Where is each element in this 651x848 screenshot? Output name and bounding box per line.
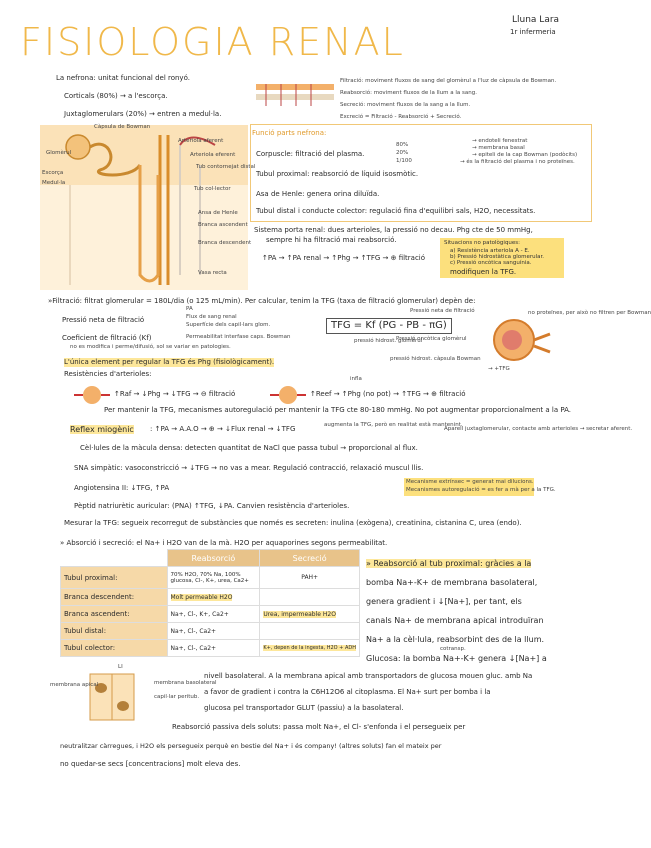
reab-row-sec bbox=[260, 589, 360, 606]
reab-row-reab bbox=[167, 589, 260, 606]
cotransp-label: cotransp. bbox=[440, 646, 466, 652]
body-line-3: glucosa pel transportador GLUT (passiu) a la basolateral. bbox=[204, 704, 404, 712]
body-line-6: no quedar-se secs [concentracions] molt eleva des. bbox=[60, 760, 241, 768]
page-title: FISIOLOGIA RENAL bbox=[20, 20, 405, 64]
glomerulus-illustration bbox=[480, 316, 550, 366]
porta-line2: sempre hi ha filtració mai reabsorció. bbox=[266, 236, 397, 244]
body-line-1: nivell basolateral. A la membrana apical amb transportadors de glucosa mouen gluc. amb Na bbox=[204, 672, 533, 680]
reab-table bbox=[60, 549, 360, 657]
diagram-label-aferent: Arteriola aferent bbox=[178, 138, 224, 144]
reab-header-sec: Secreció bbox=[260, 550, 360, 567]
reab-row bbox=[61, 623, 360, 640]
funcio-bullet-label-2: 20% bbox=[396, 150, 409, 156]
right-line-1 bbox=[366, 559, 531, 568]
reflex-line: : ↑PA → A.A.O → ⊕ → ↓Flux renal → ↓TFG bbox=[150, 425, 296, 433]
reab-row-label: Branca descendent: bbox=[61, 589, 168, 606]
tfg-label-pressio: Pressió neta de filtració bbox=[410, 308, 475, 314]
reab-row-sec-text: Urea, impermeable H2O bbox=[263, 610, 336, 618]
tfg-label-capsula: pressió hidrost. càpsula Bowman bbox=[390, 356, 481, 362]
diagram-label-ascendent: Branca ascendent bbox=[198, 222, 248, 228]
funcio-heading: Funció parts nefrona: bbox=[252, 129, 327, 137]
funcio-bullet-label-1: 80% bbox=[396, 142, 409, 148]
peptid-line: Pèptid natriurètic auricular: (PNA) ↑TFG, ↓PA. Canvien resistència d'arterioles. bbox=[74, 502, 350, 510]
funcio-item-henle: Asa de Henle: genera orina diluïda. bbox=[256, 190, 380, 198]
patol-c: c) Pressió oncòtica sanguínia. bbox=[450, 260, 532, 266]
diagram-label-collector: Tub col·lector bbox=[194, 186, 231, 192]
right-line-4: canals Na+ de membrana apical introduïran bbox=[366, 616, 544, 625]
aparell-line: Aparell juxtaglomerular, contacte amb arterioles → secretar aferent. bbox=[444, 426, 633, 432]
reab-header-reab: Reabsorció bbox=[167, 550, 260, 567]
reab-row bbox=[61, 567, 360, 589]
filtracio-pa: PA bbox=[186, 306, 193, 312]
cell-label-li: LI bbox=[118, 664, 123, 670]
right-line-2: bomba Na+-K+ de membrana basolateral, bbox=[366, 578, 538, 587]
macula-line: Cèl·lules de la màcula densa: detecten quantitat de NaCl que passa tubul → proporcional al flux. bbox=[80, 444, 418, 452]
resist-right-top: infla bbox=[350, 376, 362, 382]
reab-row-sec-text: K+, depen de la ingesta, H2O + ADH bbox=[263, 645, 356, 651]
absorcio-heading: » Absorció i secreció: el Na+ i H2O van de la mà. H2O per aquaporines segons permeabilitat. bbox=[60, 539, 388, 547]
filtracio-flux: Flux de sang renal bbox=[186, 314, 237, 320]
sna-line: SNA simpàtic: vasoconstricció → ↓TFG → no vas a mear. Regulació contracció, relaxació muscul llis. bbox=[74, 464, 424, 472]
porta-line1: Sistema porta renal: dues arterioles, la pressió no decau. Phg cte de 50 mmHg, bbox=[254, 226, 533, 234]
nephron-diagram bbox=[40, 125, 248, 290]
cell-label-apical: membrana apical bbox=[50, 682, 99, 688]
right-line-6: Glucosa: la bomba Na+-K+ genera ↓[Na+] a bbox=[366, 654, 547, 663]
filtracio-unica: L'única element per regular la TFG és Phg (fisiològicament). bbox=[64, 358, 275, 366]
nefrona-juxta: Juxtaglomerulars (20%) → entren a medul·la. bbox=[64, 110, 222, 118]
funcio-annot-1: → endoteli fenestrat bbox=[472, 138, 528, 144]
reflex-title: Reflex miogènic bbox=[70, 425, 134, 434]
reab-row-reab-text: Molt permeable H2O bbox=[170, 593, 233, 601]
yellow-note-1: Mecanisme extrínsec = generat mai dilucions. bbox=[406, 479, 534, 485]
reab-row-label: Tubul distal: bbox=[61, 623, 168, 640]
reab-row-reab: Na+, Cl-, K+, Ca2+ bbox=[167, 606, 260, 623]
angio-line: Angiotensina II: ↓TFG, ↑PA bbox=[74, 484, 170, 492]
diagram-label-descendent: Branca descendent bbox=[198, 240, 252, 246]
filtracio-pressio: Pressió neta de filtració bbox=[62, 316, 145, 324]
arteriola-right-icon bbox=[270, 382, 306, 408]
diagram-label-escorca: Escorça bbox=[42, 170, 64, 176]
tfg-formula: TFG = Kf (PG - PB - πG) bbox=[326, 318, 452, 334]
epithelial-cell-diagram bbox=[80, 668, 152, 726]
body-line-4: Reabsorció passiva dels soluts: passa molt Na+, el Cl- s'enfonda i el persegueix per bbox=[172, 723, 466, 731]
mesurar-line: Mesurar la TFG: segueix recorregut de substàncies que només es secreten: inulina (exògena), creatinina, cistanina C, urea (endo). bbox=[64, 519, 522, 527]
tfg-arrow-note: → +TFG bbox=[488, 366, 510, 372]
filtracio-coef-note: no es modifica i perme/difusió, sol se variar en patologies. bbox=[70, 344, 231, 350]
reab-row-sec: PAH+ bbox=[260, 567, 360, 589]
filtracio-line1: »Filtració: filtrat glomerular = 180L/dia (o 125 mL/min). Per calcular, tenim la TFG (taxa de filtració glomerular) depèn de: bbox=[48, 297, 476, 305]
patol-title: Situacions no patològiques: bbox=[444, 240, 521, 246]
funcio-item-proximal: Tubul proximal: reabsorció de líquid isosmòtic. bbox=[256, 170, 419, 178]
tfg-label-oncotica: Pressió oncòtica glomèrul bbox=[396, 336, 467, 342]
nefrona-corticals: Corticals (80%) → a l'escorça. bbox=[64, 92, 168, 100]
filtracio-coef: Coeficient de filtració (Kf) bbox=[62, 334, 152, 342]
diagram-label-distal: Tub contornejat distal bbox=[196, 164, 256, 170]
filtracio-resist: Resistències d'arterioles: bbox=[64, 370, 152, 378]
funcio-annot-3: → epiteli de la cap Bowman (podòcits) bbox=[472, 152, 578, 158]
cell-label-capillar: capil·lar peritub. bbox=[154, 694, 200, 700]
diagram-label-glomerul: Glomèrul bbox=[46, 150, 72, 156]
legend-excrecio: Excreció = Filtració - Reabsorció + Secreció. bbox=[340, 114, 462, 120]
reflex-note: augmenta la TFG, però en realitat està mantenint. bbox=[324, 422, 463, 428]
body-line-2: a favor de gradient i contra la C6H12O6 al citoplasma. El Na+ surt per bomba i la bbox=[204, 688, 491, 696]
reab-row-reab: Na+, Cl-, Ca2+ bbox=[167, 640, 260, 657]
reab-row-sec bbox=[260, 606, 360, 623]
reab-row bbox=[61, 640, 360, 657]
funcio-item-corpuscle: Corpuscle: filtració del plasma. bbox=[256, 150, 365, 158]
filtracio-superficie: Superfície dels capil·lars glom. bbox=[186, 322, 271, 328]
tfg-label-hidrost: pressió hidrost. glomèrul bbox=[354, 338, 423, 344]
resist-right: ↑Reef → ↑Phg (no pot) → ↑TFG → ⊕ filtració bbox=[310, 390, 466, 398]
nefrona-heading: La nefrona: unitat funcional del ronyó. bbox=[56, 74, 190, 82]
diagram-label-vasa: Vasa recta bbox=[198, 270, 227, 276]
reab-row-reab: Na+, Cl-, Ca2+ bbox=[167, 623, 260, 640]
funcio-bullet-label-3: 1/100 bbox=[396, 158, 412, 164]
reab-header-empty bbox=[61, 550, 168, 567]
tubule-strip-diagram bbox=[256, 76, 336, 126]
author-name: Lluna Lara bbox=[512, 15, 560, 25]
resist-left: ↑Raf → ↓Phg → ↓TFG → ⊖ filtració bbox=[114, 390, 236, 398]
diagram-label-ansa: Ansa de Henle bbox=[198, 210, 238, 216]
mantenir-line: Per mantenir la TFG, mecanismes autoregulació per mantenir la TFG cte 80-180 mmHg. No pot augmentar proporcionalment a la PA. bbox=[104, 406, 571, 414]
arteriola-icon bbox=[74, 382, 110, 408]
body-line-5: neutralitzar càrregues, i H2O els persegueix perquè en bestie del Na+ i és company! (altres soluts) fan el mateix per bbox=[60, 742, 442, 750]
right-line-1-text: » Reabsorció al tub proximal: gràcies a la bbox=[366, 559, 532, 568]
glomerulus-note: no proteïnes, per això no filtren per Bowman bbox=[528, 310, 651, 316]
reab-row-reab: 70% H2O, 70% Na, 100% glucosa, Cl-, K+, urea, Ca2+ bbox=[167, 567, 260, 589]
right-line-5: Na+ a la cèl·lula, reabsorbint des de la llum. bbox=[366, 635, 545, 644]
porta-formula: ↑PA → ↑PA renal → ↑Phg → ↑TFG → ⊕ filtració bbox=[262, 254, 426, 262]
diagram-label-eferent: Arteriola eferent bbox=[190, 152, 236, 158]
reab-row-label: Tubul colector: bbox=[61, 640, 168, 657]
reab-row bbox=[61, 589, 360, 606]
cell-label-basolateral: membrana basolateral bbox=[154, 680, 217, 686]
filtracio-permeab: Permeabilitat interfase caps. Bowman bbox=[186, 334, 291, 340]
reab-row-sec bbox=[260, 640, 360, 657]
reab-row-sec bbox=[260, 623, 360, 640]
legend-reabsorcio: Reabsorció: moviment fluxos de la llum a la sang. bbox=[340, 90, 478, 96]
patol-b: b) Pressió hidrostàtica glomerular. bbox=[450, 254, 545, 260]
funcio-item-distal: Tubul distal i conducte colector: regulació fina d'equilibri sals, H2O, necessitats. bbox=[256, 207, 536, 215]
patol-a: a) Resistència arteriola A - E. bbox=[450, 248, 530, 254]
reab-row bbox=[61, 606, 360, 623]
legend-filtracio: Filtració: moviment fluxos de sang del glomèrul a l'luz de càpsula de Bowman. bbox=[340, 78, 557, 84]
funcio-annot-4: → és la filtració del plasma i no proteïnes. bbox=[460, 159, 575, 165]
author-course: 1r infermeria bbox=[510, 28, 556, 36]
reab-row-label: Branca ascendent: bbox=[61, 606, 168, 623]
diagram-label-capsula: Càpsula de Bowman bbox=[94, 124, 151, 130]
right-line-3: genera gradient i ↓[Na+], per tant, els bbox=[366, 597, 522, 606]
yellow-note-2: Mecanismes autoregulació = es fer a mà per a la TFG. bbox=[406, 487, 556, 493]
funcio-annot-2: → membrana basal bbox=[472, 145, 525, 151]
legend-secrecio: Secreció: moviment fluxos de la sang a la llum. bbox=[340, 102, 471, 108]
reab-row-label: Tubul proximal: bbox=[61, 567, 168, 589]
diagram-label-medulla: Medul·la bbox=[42, 180, 66, 186]
reab-header-row bbox=[61, 550, 360, 567]
patol-modifiquen: modifiquen la TFG. bbox=[450, 268, 517, 276]
